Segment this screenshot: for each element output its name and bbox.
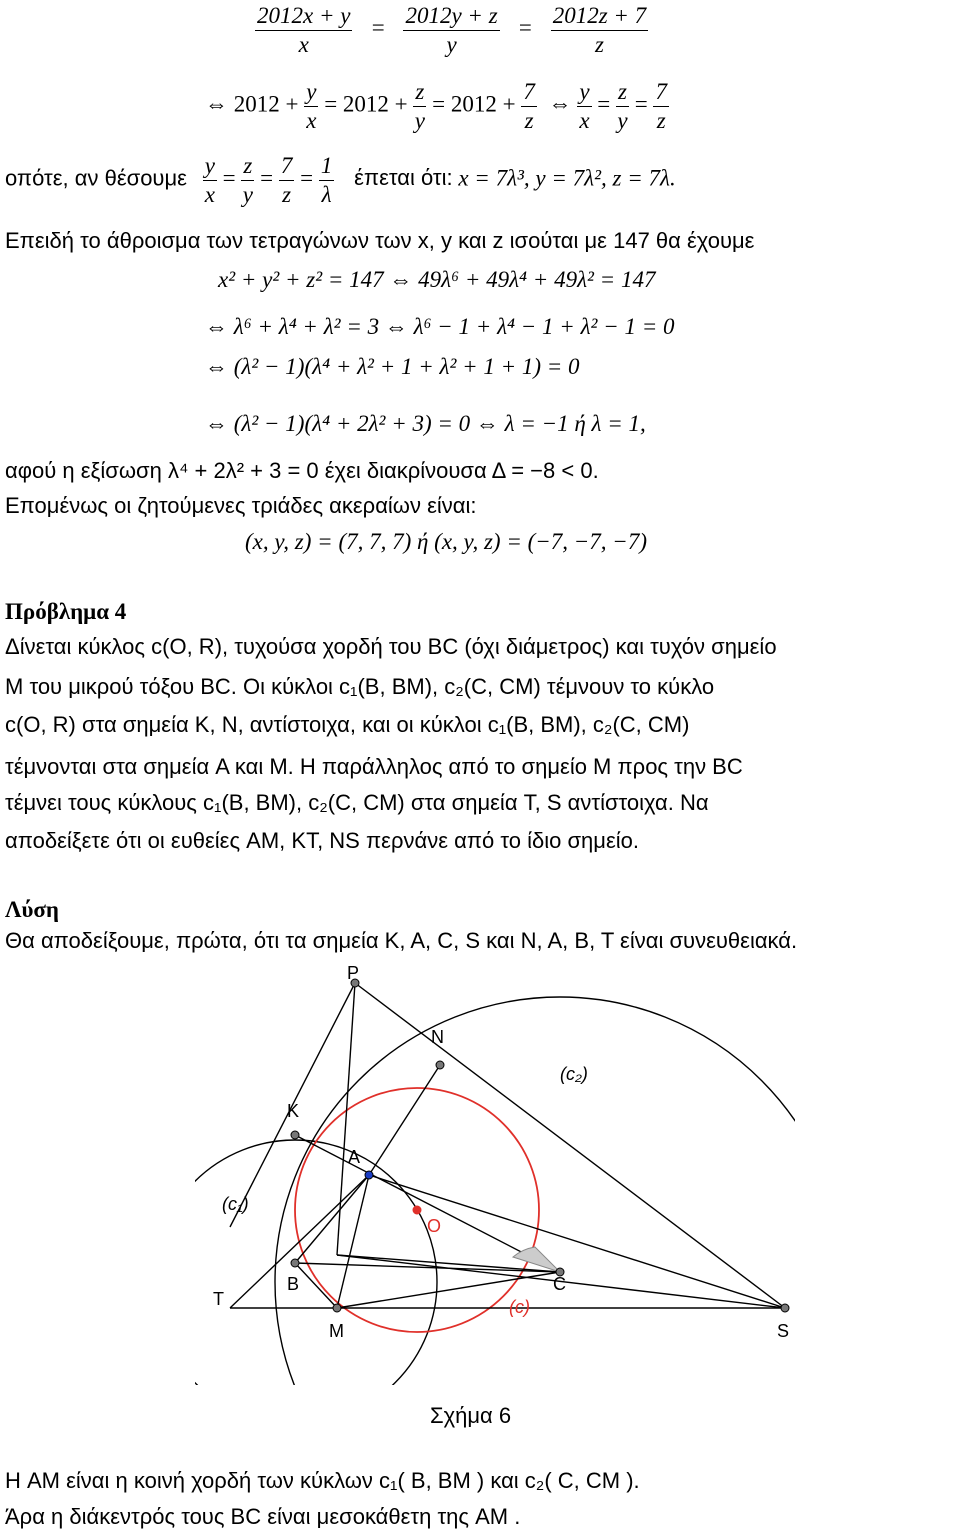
text-line: Επομένως οι ζητούμενες τριάδες ακεραίων είναι: xyxy=(5,493,477,518)
iff-symbol: ⇔ xyxy=(205,91,228,117)
point-S xyxy=(781,1304,789,1312)
line-BM xyxy=(295,1263,337,1308)
equals-sign: = xyxy=(634,91,648,117)
problem-text-line: αποδείξετε ότι οι ευθείες AM, KT, NS περνάνε από το ίδιο σημείο. xyxy=(5,828,639,853)
label-M: M xyxy=(329,1321,344,1341)
fraction-numerator: 7 xyxy=(279,152,295,181)
label-c2: (c₂) xyxy=(560,1064,588,1084)
point-K xyxy=(291,1131,299,1139)
label-S: S xyxy=(777,1321,790,1341)
fraction-denominator: z xyxy=(524,107,534,133)
problem-text-line: M του μικρού τόξου BC. Οι κύκλοι c₁(B, BM), c₂(C, CM) τέμνουν το κύκλο xyxy=(5,674,715,699)
fraction-numerator: y xyxy=(577,78,591,107)
substitution-line: οπότε, αν θέσουμε $\frac{y}{x}$ = $\frac{z}{y}$ = $\frac{7}{z}$ = $\frac{1}{\lambda}$ έπεται ότι: x = 7λ³, y = 7λ², z = 7λ. xyxy=(5,153,676,207)
fraction-denominator: y xyxy=(242,181,253,207)
equals-sign: = xyxy=(517,15,533,41)
fraction-numerator: 2012y + z xyxy=(403,2,499,31)
fraction-denominator: y xyxy=(446,31,457,57)
point-O xyxy=(413,1206,421,1214)
label-K: K xyxy=(287,1101,300,1121)
fraction-numerator: 1 xyxy=(319,152,335,181)
equation-line: x² + y² + z² = 147 ⇔ 49λ⁶ + 49λ⁴ + 49λ² = 147 xyxy=(218,267,656,292)
solution-text-line: Θα αποδείξουμε, πρώτα, ότι τα σημεία K, A, C, S και N, A, B, T είναι συνευθειακά. xyxy=(5,928,798,953)
problem-title: Πρόβλημα 4 xyxy=(5,599,127,624)
term: 2012 + xyxy=(233,91,299,117)
term: = 2012 + xyxy=(324,91,408,117)
line-AN xyxy=(369,1065,440,1175)
label-c: (c) xyxy=(509,1297,530,1317)
equals-sign: = xyxy=(597,91,611,117)
problem-text-line: τέμνονται στα σημεία A και M. Η παράλληλος από το σημείο M προς την BC xyxy=(5,754,743,779)
text-line: Επειδή το άθροισμα των τετραγώνων των x, y και z ισούται με 147 θα έχουμε xyxy=(5,228,755,253)
fraction-numerator: y xyxy=(304,78,318,107)
figure-caption: Σχήμα 6 xyxy=(430,1403,512,1428)
fraction-numerator: 7 xyxy=(653,78,669,107)
solution-title: Λύση xyxy=(5,897,59,922)
text-line: αφού η εξίσωση λ⁴ + 2λ² + 3 = 0 έχει διακρίνουσα Δ = −8 < 0. xyxy=(5,458,599,483)
label-T: T xyxy=(213,1289,224,1309)
point-B xyxy=(291,1259,299,1267)
fraction-denominator: z xyxy=(594,31,604,57)
fraction-numerator: 7 xyxy=(521,78,537,107)
fraction-numerator: y xyxy=(203,152,217,181)
problem-text-line: c(O, R) στα σημεία K, N, αντίστοιχα, και οι κύκλοι c₁(B, BM), c₂(C, CM) xyxy=(5,712,690,737)
geometry-figure xyxy=(195,965,795,1385)
fraction-denominator: z xyxy=(656,107,666,133)
line-PS xyxy=(355,983,785,1308)
equation-line: (x, y, z) = (7, 7, 7) ή (x, y, z) = (−7, −7, −7) xyxy=(245,529,647,554)
equation-line: ⇔ (λ² − 1)(λ⁴ + 2λ² + 3) = 0 ⇔ λ = −1 ή λ = 1, xyxy=(205,411,646,436)
equation-line: ⇔ λ⁶ + λ⁴ + λ² = 3 ⇔ λ⁶ − 1 + λ⁴ − 1 + λ² − 1 = 0 xyxy=(205,314,675,339)
label-B: B xyxy=(287,1274,300,1294)
point-A xyxy=(365,1171,373,1179)
equation-ratio-chain xyxy=(255,2,648,58)
problem-text-line: Δίνεται κύκλος c(O, R), τυχούσα χορδή του BC (όχι διάμετρος) και τυχόν σημείο xyxy=(5,634,777,659)
fraction-denominator: x xyxy=(204,181,215,207)
fraction-numerator: 2012z + 7 xyxy=(551,2,648,31)
problem-text-line: τέμνει τους κύκλους c₁(B, BM), c₂(C, CM) στα σημεία T, S αντίστοιχα. Να xyxy=(5,790,709,815)
fraction-numerator: z xyxy=(413,78,426,107)
label-A: A xyxy=(348,1147,361,1167)
final-text-line: Άρα η διάκεντρός τους BC είναι μεσοκάθετη της AM . xyxy=(5,1504,521,1529)
text: οπότε, αν θέσουμε xyxy=(5,165,187,191)
fraction-denominator: z xyxy=(282,181,292,207)
result-expression: x = 7λ³, y = 7λ², z = 7λ. xyxy=(458,165,676,191)
label-c1: (c₁) xyxy=(222,1194,249,1214)
equation-line: ⇔ (λ² − 1)(λ⁴ + λ² + 1 + λ² + 1 + 1) = 0 xyxy=(205,354,580,379)
iff-symbol: ⇔ xyxy=(548,91,572,117)
fraction-denominator: x xyxy=(579,107,590,133)
term: = 2012 + xyxy=(432,91,516,117)
equation-equivalence xyxy=(205,78,669,134)
point-N xyxy=(436,1061,444,1069)
line-TM xyxy=(230,1175,369,1308)
fraction-denominator: λ xyxy=(321,181,332,207)
label-C: C xyxy=(553,1274,566,1294)
fraction-numerator: z xyxy=(616,78,629,107)
final-text-line: Η AM είναι η κοινή χορδή των κύκλων c₁( B, BM ) και c₂( C, CM ). xyxy=(5,1468,640,1493)
line-BC xyxy=(295,1263,560,1272)
line-PM xyxy=(337,983,355,1255)
fraction-denominator: x xyxy=(298,31,309,57)
point-M xyxy=(333,1304,341,1312)
label-O: O xyxy=(427,1216,442,1236)
fraction-numerator: z xyxy=(241,152,254,181)
text: έπεται ότι: xyxy=(354,165,453,191)
fraction-denominator: y xyxy=(617,107,628,133)
fraction-numerator: 2012x + y xyxy=(255,2,352,31)
equals-sign: = xyxy=(370,15,386,41)
label-P: P xyxy=(347,965,360,983)
label-N: N xyxy=(431,1027,444,1047)
fraction-denominator: x xyxy=(306,107,317,133)
fraction-denominator: y xyxy=(414,107,425,133)
